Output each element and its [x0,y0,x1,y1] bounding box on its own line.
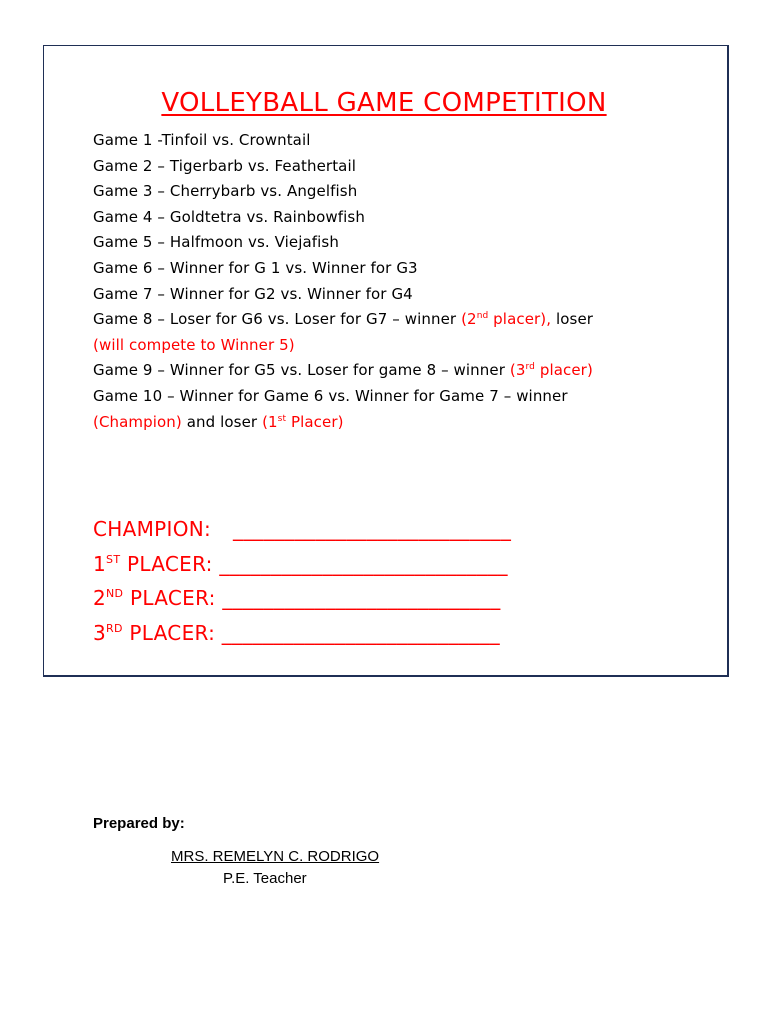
second-placer-label: 2ND PLACER: [93,586,216,610]
game-7: Game 7 – Winner for G2 vs. Winner for G4 [93,284,413,303]
game-9 [93,358,693,384]
third-placer-line [93,616,511,651]
game-9-text: Game 9 – Winner for G5 vs. Loser for game 8 – winner [93,361,510,380]
third-placer-blank: ___________________________ [221,620,500,645]
third-placer-label: 3RD PLACER: [93,620,216,645]
game-10-result [93,410,693,436]
game-4: Game 4 – Goldtetra vs. Rainbowfish [93,207,365,226]
game-8-text: Game 8 – Loser for G6 vs. Loser for G7 – winner [93,310,462,329]
first-placer-blank: ____________________________ [219,551,508,576]
game-10: Game 10 – Winner for Game 6 vs. Winner for Game 7 – winner [93,386,568,405]
second-placer-blank: ___________________________ [222,586,501,610]
placers-list [93,512,511,650]
game-10-and-loser: and loser [181,412,263,431]
prepared-by-label: Prepared by: [93,815,185,832]
preparer-role: P.E. Teacher [223,870,307,887]
game-1: Game 1 -Tinfoil vs. Crowntail [93,131,311,149]
preparer-name: MRS. REMELYN C. RODRIGO [171,848,380,865]
game-8 [93,307,693,333]
game-5: Game 5 – Halfmoon vs. Viejafish [93,233,339,252]
champion-blank: ___________________________ [233,517,512,541]
second-placer-line [93,581,511,616]
game-8-loser: loser [551,310,594,329]
game-8-note: (will compete to Winner 5) [93,335,295,354]
first-placer-line [93,547,511,582]
game-6: Game 6 – Winner for G 1 vs. Winner for G3 [93,258,418,277]
game-10-first-place: (1st Placer) [262,412,344,431]
game-8-winner-place: (2nd placer), [461,310,552,329]
game-3: Game 3 – Cherrybarb vs. Angelfish [93,182,358,201]
game-10-champion: (Champion) [93,412,182,431]
champion-line [93,512,511,547]
page-title: VOLLEYBALL GAME COMPETITION [161,88,607,118]
game-2: Game 2 – Tigerbarb vs. Feathertail [93,156,357,175]
game-9-winner-place: (3rd placer) [509,361,593,380]
first-placer-label: 1ST PLACER: [93,551,213,576]
game-list [93,128,693,435]
champion-label: CHAMPION: [93,517,212,541]
